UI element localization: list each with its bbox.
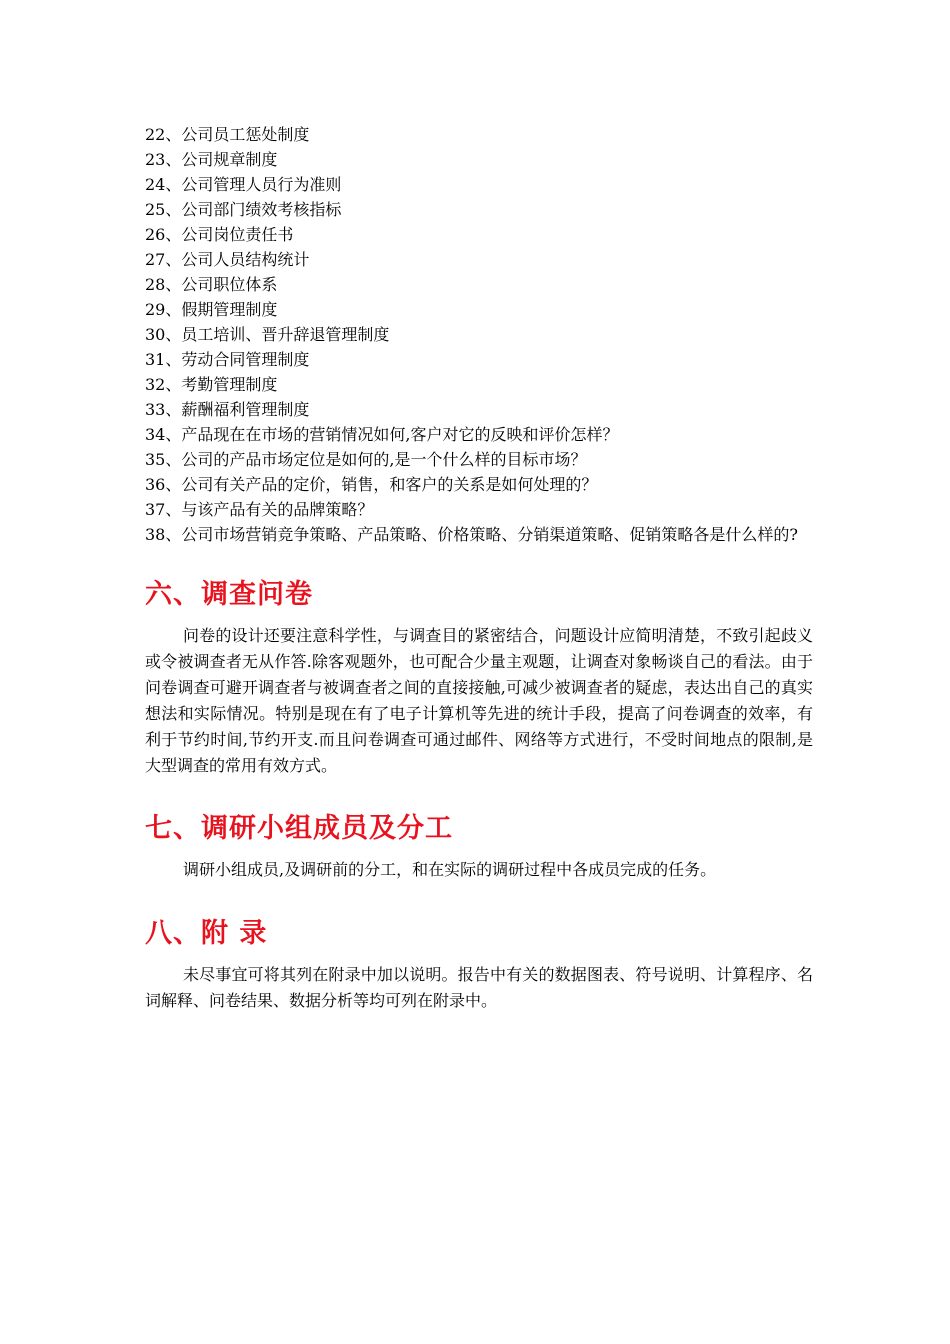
section-body-survey: 问卷的设计还要注意科学性，与调查目的紧密结合，问题设计应简明清楚，不致引起歧义或令被调查者无从作答.除客观题外，也可配合少量主观题，让调查对象畅谈自己的看法。由于问卷调查可避开调查者与被调查者之间的直接接触,可减少被调查者的疑虑，表达出自己的真实想法和实际情况。特别是现在有了电子计算机等先进的统计手段，提高了问卷调查的效率，有利于节约时间,节约开支.而且问卷调查可通过邮件、网络等方式进行，不受时间地点的限制,是大型调查的常用有效方式。 <box>145 626 813 775</box>
list-item: 31、劳动合同管理制度 <box>145 350 310 369</box>
list-item: 37、与该产品有关的品牌策略？ <box>145 500 374 519</box>
list-item: 28、公司职位体系 <box>145 275 278 294</box>
section-body-team: 调研小组成员,及调研前的分工，和在实际的调研过程中各成员完成的任务。 <box>183 860 717 879</box>
list-item: 34、产品现在在市场的营销情况如何,客户对它的反映和评价怎样？ <box>145 425 619 444</box>
section-body-appendix: 未尽事宜可将其列在附录中加以说明。报告中有关的数据图表、符号说明、计算程序、名词解释、问卷结果、数据分析等均可列在附录中。 <box>145 965 813 1010</box>
list-item: 38、公司市场营销竞争策略、产品策略、价格策略、分销渠道策略、促销策略各是什么样的? <box>145 525 798 544</box>
section-heading-survey: 六、调查问卷 <box>145 579 313 610</box>
list-item: 25、公司部门绩效考核指标 <box>145 200 342 219</box>
list-item: 32、考勤管理制度 <box>145 375 278 394</box>
list-item: 22、公司员工惩处制度 <box>145 125 310 144</box>
list-item: 35、公司的产品市场定位是如何的,是一个什么样的目标市场？ <box>145 450 587 469</box>
list-item: 33、薪酬福利管理制度 <box>145 400 310 419</box>
list-item: 36、公司有关产品的定价，销售，和客户的关系是如何处理的？ <box>145 475 598 494</box>
list-item: 23、公司规章制度 <box>145 150 278 169</box>
list-item: 24、公司管理人员行为准则 <box>145 175 342 194</box>
section-heading-appendix: 八、附 录 <box>145 918 268 949</box>
list-item: 26、公司岗位责任书 <box>145 225 294 244</box>
list-item: 29、假期管理制度 <box>145 300 278 319</box>
section-heading-team: 七、调研小组成员及分工 <box>145 813 453 844</box>
item-list <box>145 122 813 547</box>
list-item: 30、员工培训、晋升辞退管理制度 <box>145 325 390 344</box>
document-page <box>145 122 813 1014</box>
list-item: 27、公司人员结构统计 <box>145 250 310 269</box>
